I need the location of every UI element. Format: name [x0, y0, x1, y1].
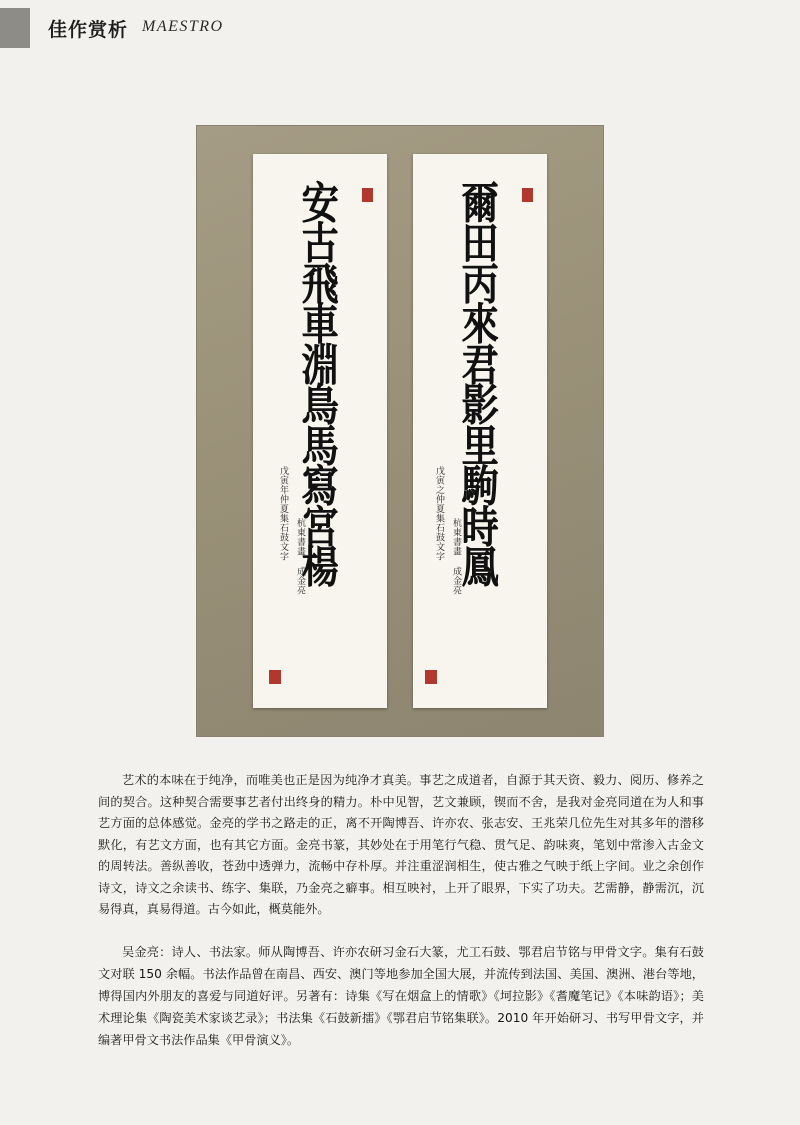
glyph: 來	[461, 298, 499, 351]
glyph: 里	[461, 419, 499, 472]
artwork-plate	[196, 125, 604, 737]
glyph: 飛	[301, 257, 339, 310]
article-paragraph-2: 吴金亮：诗人、书法家。师从陶博吾、许亦农研习金石大篆，尤工石鼓、鄂君启节铭与甲骨文字。集有石鼓文对联 150 余幅。书法作品曾在南昌、西安、澳门等地参加全国大展，并流传到法国、美国、澳洲、港台等地，博得国内外朋友的喜爱与同道好评。另著有：诗集《写在烟盒上的情歌》《坷拉影》《耆魔笔记》《本味韵语》；美术理论集《陶瓷美术家谈艺录》；书法集《石鼓新擂》《鄂君启节铭集联》。2010 年开始研习、书写甲骨文字，并编著甲骨文书法作品集《甲骨演义》。	[98, 944, 704, 1047]
scroll-pair	[196, 125, 604, 737]
article-body	[98, 770, 704, 1051]
scroll-signature: 杭東書畫 成金亮	[295, 518, 305, 595]
glyph: 宮	[301, 500, 339, 553]
seal-icon	[425, 670, 437, 684]
calligraphy-scroll-right	[413, 154, 547, 708]
glyph: 丙	[461, 257, 499, 310]
glyph: 古	[301, 217, 339, 270]
glyph: 時	[461, 500, 499, 553]
page-title: 佳作赏析	[48, 19, 129, 41]
glyph: 安	[301, 176, 339, 229]
glyph: 楊	[301, 541, 339, 594]
glyph: 淵	[301, 338, 339, 391]
page-header	[0, 0, 800, 56]
page-subtitle: MAESTRO	[142, 18, 224, 35]
glyph: 鳥	[301, 379, 339, 432]
scroll-inscription: 戊寅之仲夏集石鼓文字	[434, 466, 444, 561]
glyph: 車	[301, 298, 339, 351]
glyph: 寫	[301, 460, 339, 513]
glyph: 馬	[301, 419, 339, 472]
scroll-inscription: 戊寅年仲夏集石鼓文字	[278, 466, 288, 561]
glyph: 鳳	[461, 541, 499, 594]
calligraphy-scroll-left	[253, 154, 387, 708]
glyph: 影	[461, 379, 499, 432]
scroll-signature: 杭東書畫 成金亮	[451, 518, 461, 595]
glyph: 君	[461, 338, 499, 391]
article-paragraph-1: 艺术的本味在于纯净，而唯美也正是因为纯净才真美。事艺之成道者，自源于其天资、毅力、阅历、修养之间的契合。这种契合需要事艺者付出终身的精力。朴中见智，艺文兼顾，锲而不舍，是我对金亮同道在为人和事艺方面的总体感觉。金亮的学书之路走的正，离不开陶博吾、许亦农、张志安、王兆荣几位先生对其多年的潜移默化，有艺文方面，也有其它方面。金亮书篆，其妙处在于用笔行气稳、贯气足、韵味爽，笔划中常渗入古金文的周转法。善纵善收，苍劲中透弹力，流畅中存朴厚。并注重涩润相生，使古雅之气映于纸上字间。业之余创作诗文，诗文之余读书、练字、集联，乃金亮之癖事。相互映衬，上开了眼界，下实了功夫。艺需静，静需沉，沉易得真，真易得道。古今如此，概莫能外。	[98, 773, 704, 916]
header-color-swatch	[0, 8, 30, 48]
glyph: 駒	[461, 460, 499, 513]
glyph: 爾	[461, 176, 499, 229]
seal-icon	[269, 670, 281, 684]
glyph: 田	[461, 217, 499, 270]
